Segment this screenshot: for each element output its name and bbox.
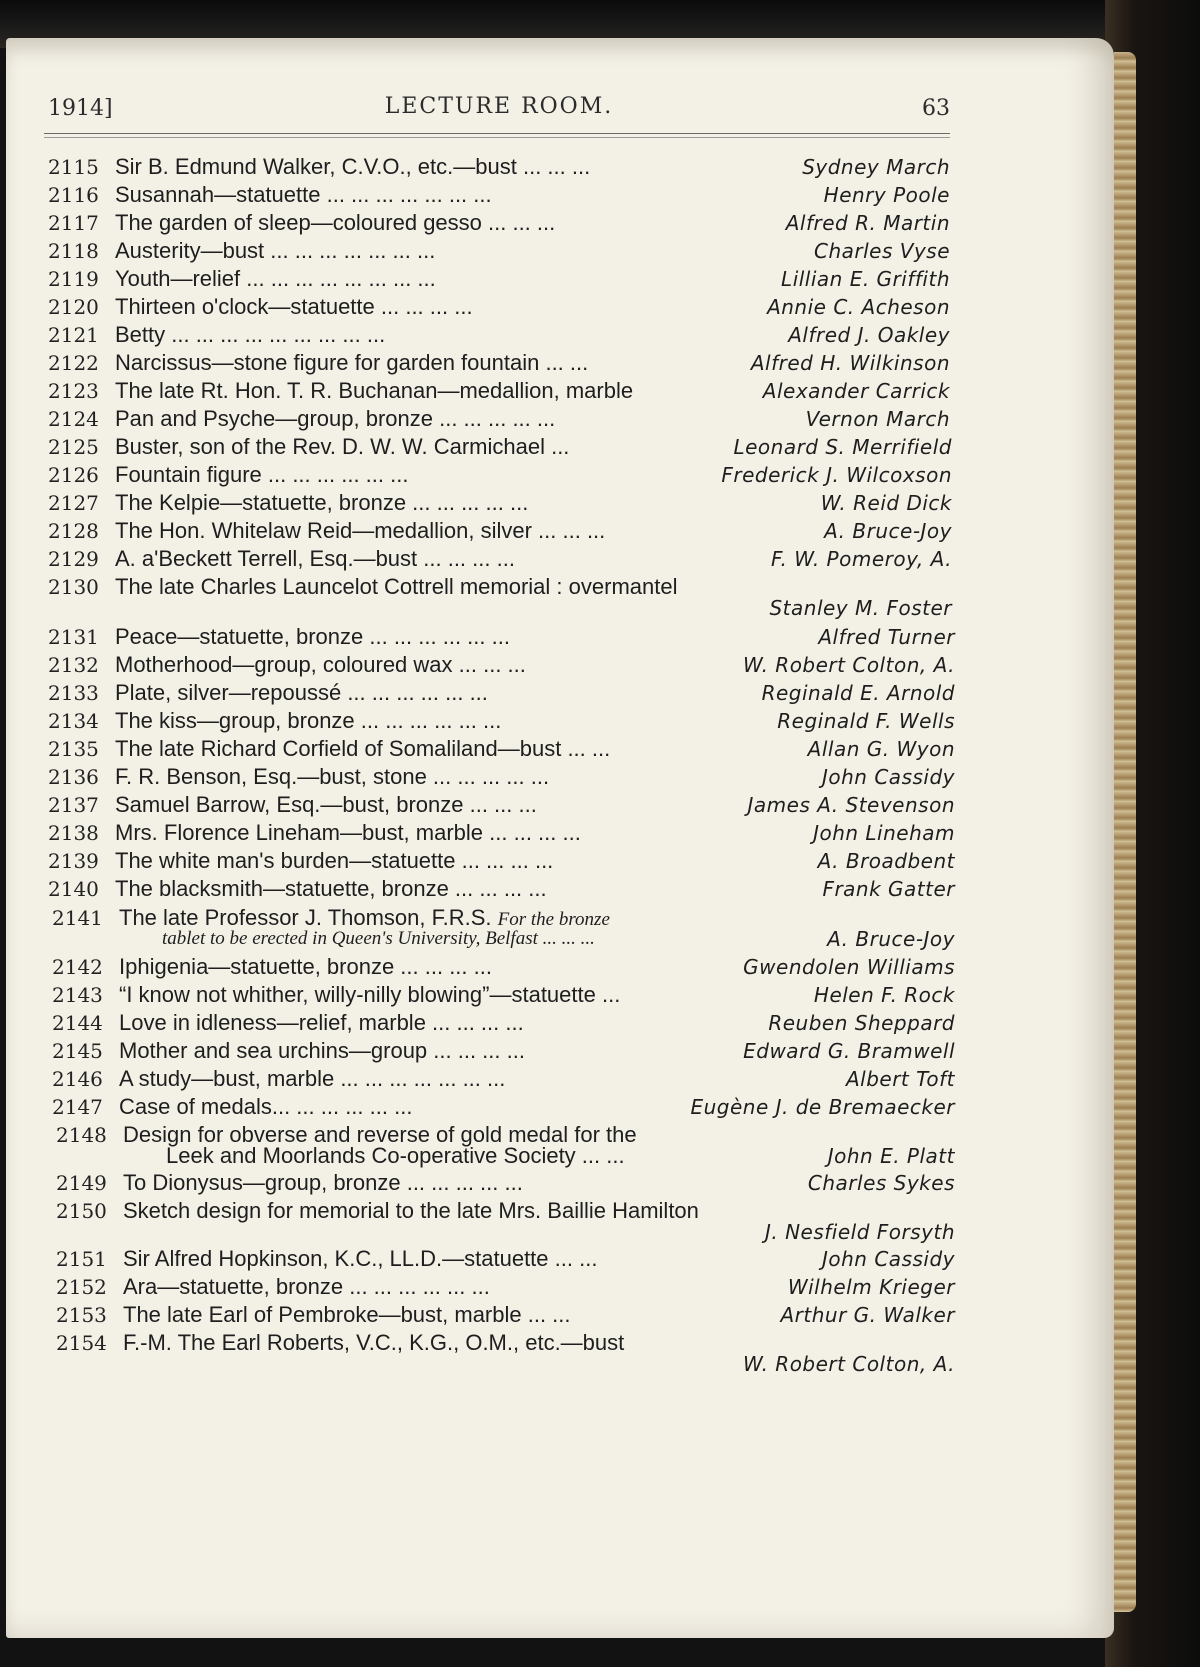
entry-title xyxy=(119,952,492,982)
entry-title xyxy=(115,678,488,708)
entry-title xyxy=(115,488,528,518)
entry-title xyxy=(115,292,473,322)
entry-number: 2140 xyxy=(48,877,99,901)
entry-2118 xyxy=(48,236,950,266)
entry-title-text: “I know not whither, willy-nilly blowing”—statuette ... xyxy=(119,982,621,1007)
entry-number: 2127 xyxy=(48,491,99,515)
entry-title xyxy=(115,208,555,238)
entry-number: 2146 xyxy=(52,1067,103,1091)
entry-artist: Charles Vyse xyxy=(814,239,950,263)
entry-artist: Reginald E. Arnold xyxy=(761,681,955,705)
entry-2130 xyxy=(48,572,952,624)
entry-number: 2124 xyxy=(48,407,99,431)
entry-artist: A. Broadbent xyxy=(817,849,955,873)
entry-number: 2128 xyxy=(48,519,99,543)
entry-title xyxy=(115,180,492,210)
entry-artist: Arthur G. Walker xyxy=(780,1303,955,1327)
entry-artist: Sydney March xyxy=(802,155,950,179)
entry-2126 xyxy=(48,460,952,490)
entry-title xyxy=(115,706,501,736)
entry-2143 xyxy=(52,980,955,1010)
entry-number: 2132 xyxy=(48,653,99,677)
entry-number: 2145 xyxy=(52,1039,103,1063)
entry-artist: Alexander Carrick xyxy=(762,379,950,403)
entry-title-text: Plate, silver—repoussé ... ... ... ... ... ... xyxy=(115,680,488,705)
entry-number: 2125 xyxy=(48,435,99,459)
entry-title-text: Design for obverse and reverse of gold medal for the xyxy=(123,1122,637,1147)
entry-title xyxy=(119,1092,412,1122)
entry-artist: John Cassidy xyxy=(822,765,955,789)
entry-2154 xyxy=(56,1328,955,1380)
entry-title xyxy=(119,1036,525,1066)
entry-title xyxy=(115,320,385,350)
page-number: 63 xyxy=(922,96,950,121)
entry-title-text: Mrs. Florence Lineham—bust, marble ... ... ... ... xyxy=(115,820,581,845)
entry-artist: John Lineham xyxy=(813,821,955,845)
entry-title-text: Sir B. Edmund Walker, C.V.O., etc.—bust ... ... ... xyxy=(115,154,591,179)
entry-artist: W. Robert Colton, A. xyxy=(742,1352,955,1376)
entry-title xyxy=(115,818,581,848)
entry-title xyxy=(115,846,553,876)
entry-2140 xyxy=(48,874,955,904)
entry-number: 2152 xyxy=(56,1275,107,1299)
page-title: LECTURE ROOM. xyxy=(384,94,614,119)
entry-artist: J. Nesfield Forsyth xyxy=(764,1220,955,1244)
entry-title xyxy=(115,650,526,680)
entry-number: 2136 xyxy=(48,765,99,789)
entry-title-text: Love in idleness—relief, marble ... ... ... ... xyxy=(119,1010,524,1035)
header-year: 1914] xyxy=(48,96,113,121)
entry-number: 2142 xyxy=(52,955,103,979)
entry-artist: Gwendolen Williams xyxy=(743,955,955,979)
entry-artist: John E. Platt xyxy=(827,1144,955,1168)
entry-2125 xyxy=(48,432,952,462)
entry-2147 xyxy=(52,1092,955,1122)
entry-2122 xyxy=(48,348,950,378)
entry-title xyxy=(123,1244,597,1274)
entry-title xyxy=(115,516,605,546)
entry-title-text: Betty ... ... ... ... ... ... ... ... ... xyxy=(115,322,386,347)
entry-artist: Albert Toft xyxy=(845,1067,955,1091)
entry-title-text: To Dionysus—group, bronze ... ... ... ... ... xyxy=(123,1170,523,1195)
entry-title-text: Sir Alfred Hopkinson, K.C., LL.D.—statuette ... ... xyxy=(123,1246,598,1271)
entry-number: 2117 xyxy=(48,211,99,235)
entry-title xyxy=(115,572,677,602)
entry-artist: Reuben Sheppard xyxy=(768,1011,955,1035)
entry-number: 2144 xyxy=(52,1011,103,1035)
entry-2135 xyxy=(48,734,955,764)
entry-title xyxy=(115,544,515,574)
entry-title xyxy=(115,734,610,764)
entry-number: 2150 xyxy=(56,1199,107,1223)
entry-title-text: A study—bust, marble ... ... ... ... ... ... ... xyxy=(119,1066,506,1091)
entry-number: 2147 xyxy=(52,1095,103,1119)
entry-2115 xyxy=(48,152,950,182)
entry-title-text: The Hon. Whitelaw Reid—medallion, silver ... ... ... xyxy=(115,518,606,543)
entry-2124 xyxy=(48,404,950,434)
entry-number: 2122 xyxy=(48,351,99,375)
entry-artist: John Cassidy xyxy=(822,1247,955,1271)
entry-artist: Alfred J. Oakley xyxy=(788,323,950,347)
entry-artist: Alfred R. Martin xyxy=(785,211,950,235)
entry-title xyxy=(115,790,537,820)
entry-number: 2143 xyxy=(52,983,103,1007)
entry-number: 2130 xyxy=(48,575,99,599)
entry-title xyxy=(115,432,569,462)
entry-title xyxy=(123,1196,699,1226)
entry-title-text: Case of medals... ... ... ... ... ... xyxy=(119,1094,413,1119)
entry-title xyxy=(115,622,510,652)
entry-artist: Alfred Turner xyxy=(818,625,955,649)
entry-title-text: Motherhood—group, coloured wax ... ... ... xyxy=(115,652,526,677)
entry-number: 2138 xyxy=(48,821,99,845)
entry-number: 2154 xyxy=(56,1331,107,1355)
entry-title-text: F.-M. The Earl Roberts, V.C., K.G., O.M., etc.—bust xyxy=(123,1330,625,1355)
entry-title-continuation: tablet to be erected in Queen's University, Belfast ... ... ... xyxy=(162,928,595,949)
entry-title xyxy=(115,264,436,294)
entry-title-text: The garden of sleep—coloured gesso ... ... ... xyxy=(115,210,556,235)
entry-title-text: Austerity—bust ... ... ... ... ... ... ... xyxy=(115,238,436,263)
entry-title-text: The late Professor J. Thomson, F.R.S. xyxy=(119,905,492,930)
entry-number: 2135 xyxy=(48,737,99,761)
entry-title xyxy=(123,1328,624,1358)
entry-title xyxy=(123,1300,571,1330)
entry-title xyxy=(119,980,620,1010)
entry-title xyxy=(123,1168,523,1198)
entry-title-text: Ara—statuette, bronze ... ... ... ... ... ... xyxy=(123,1274,490,1299)
entry-2121 xyxy=(48,320,950,350)
entry-2144 xyxy=(52,1008,955,1038)
entry-title xyxy=(115,348,588,378)
entry-2146 xyxy=(52,1064,955,1094)
entry-title-text: Pan and Psyche—group, bronze ... ... ... ... ... xyxy=(115,406,556,431)
entry-2151 xyxy=(56,1244,955,1274)
entry-title-text: Peace—statuette, bronze ... ... ... ... ... ... xyxy=(115,624,510,649)
entry-2150 xyxy=(56,1196,955,1248)
entry-number: 2129 xyxy=(48,547,99,571)
entry-2149 xyxy=(56,1168,955,1198)
entry-title xyxy=(119,1064,505,1094)
entry-2132 xyxy=(48,650,955,680)
entry-number: 2137 xyxy=(48,793,99,817)
entry-title xyxy=(115,376,633,406)
entry-artist: Alfred H. Wilkinson xyxy=(750,351,950,375)
entry-number: 2141 xyxy=(52,906,103,930)
entry-title xyxy=(115,874,547,904)
entry-artist: Annie C. Acheson xyxy=(767,295,950,319)
entry-artist: Allan G. Wyon xyxy=(807,737,955,761)
entry-2120 xyxy=(48,292,950,322)
entry-title xyxy=(115,152,590,182)
entry-title-note: For the bronze xyxy=(497,909,610,930)
entry-title-text: The late Charles Launcelot Cottrell memorial : overmantel xyxy=(115,574,678,599)
entry-title-text: F. R. Benson, Esq.—bust, stone ... ... ... ... ... xyxy=(115,764,550,789)
entry-artist: Leonard S. Merrifield xyxy=(733,435,952,459)
entry-number: 2118 xyxy=(48,239,99,263)
entry-number: 2120 xyxy=(48,295,99,319)
entry-2153 xyxy=(56,1300,955,1330)
entry-artist: Henry Poole xyxy=(823,183,950,207)
entry-number: 2139 xyxy=(48,849,99,873)
entry-title-text: Susannah—statuette ... ... ... ... ... ... ... xyxy=(115,182,492,207)
entry-title-text: Mother and sea urchins—group ... ... ... ... xyxy=(119,1038,525,1063)
entry-2145 xyxy=(52,1036,955,1066)
entry-2136 xyxy=(48,762,955,792)
entry-number: 2153 xyxy=(56,1303,107,1327)
entry-2117 xyxy=(48,208,950,238)
entry-number: 2116 xyxy=(48,183,99,207)
entry-number: 2148 xyxy=(56,1123,107,1147)
entry-artist: Frederick J. Wilcoxson xyxy=(721,463,952,487)
entry-title-text: The blacksmith—statuette, bronze ... ... ... ... xyxy=(115,876,547,901)
entry-artist: Lillian E. Griffith xyxy=(781,267,950,291)
entry-title-text: A. a'Beckett Terrell, Esq.—bust ... ... ... ... xyxy=(115,546,515,571)
entry-title-text: The late Rt. Hon. T. R. Buchanan—medallion, marble xyxy=(115,378,634,403)
entry-title-text: The Kelpie—statuette, bronze ... ... ... ... ... xyxy=(115,490,529,515)
entry-title-text: Buster, son of the Rev. D. W. W. Carmichael ... xyxy=(115,434,570,459)
entry-2123 xyxy=(48,376,950,406)
entry-title xyxy=(119,1008,524,1038)
entry-title-text: Fountain figure ... ... ... ... ... ... xyxy=(115,462,409,487)
entry-title xyxy=(123,1272,490,1302)
entry-number: 2131 xyxy=(48,625,99,649)
entry-2152 xyxy=(56,1272,955,1302)
entry-artist: Eugène J. de Bremaecker xyxy=(690,1095,955,1119)
entry-2131 xyxy=(48,622,955,652)
entry-2139 xyxy=(48,846,955,876)
entry-number: 2126 xyxy=(48,463,99,487)
entry-number: 2151 xyxy=(56,1247,107,1271)
entry-2138 xyxy=(48,818,955,848)
entry-title-text: The late Earl of Pembroke—bust, marble ... ... xyxy=(123,1302,571,1327)
entry-artist: W. Robert Colton, A. xyxy=(742,653,955,677)
entry-title-continuation: Leek and Moorlands Co-operative Society ... ... xyxy=(166,1143,625,1168)
entry-2116 xyxy=(48,180,950,210)
entry-2148 xyxy=(56,1120,955,1172)
entry-2133 xyxy=(48,678,955,708)
entry-artist: James A. Stevenson xyxy=(747,793,955,817)
entry-artist: A. Bruce-Joy xyxy=(824,519,952,543)
entry-2137 xyxy=(48,790,955,820)
entry-title-text: Thirteen o'clock—statuette ... ... ... ... xyxy=(115,294,473,319)
entry-artist: Helen F. Rock xyxy=(813,983,955,1007)
entry-artist: Edward G. Bramwell xyxy=(743,1039,955,1063)
entry-number: 2149 xyxy=(56,1171,107,1195)
entry-artist: F. W. Pomeroy, A. xyxy=(771,547,952,571)
entry-2134 xyxy=(48,706,955,736)
entry-title-text: Sketch design for memorial to the late Mrs. Baillie Hamilton xyxy=(123,1198,699,1223)
entry-title-text: The late Richard Corfield of Somaliland—bust ... ... xyxy=(115,736,611,761)
entry-title-text: The kiss—group, bronze ... ... ... ... ... ... xyxy=(115,708,502,733)
entry-2141 xyxy=(52,903,955,955)
entry-artist: Stanley M. Foster xyxy=(769,596,952,620)
entry-2119 xyxy=(48,264,950,294)
entry-number: 2115 xyxy=(48,155,99,179)
entry-artist: Vernon March xyxy=(805,407,950,431)
entry-artist: Charles Sykes xyxy=(807,1171,955,1195)
entry-artist: W. Reid Dick xyxy=(820,491,952,515)
entry-title-text: Youth—relief ... ... ... ... ... ... ... ... xyxy=(115,266,436,291)
entry-title xyxy=(115,404,555,434)
entry-title-text: The white man's burden—statuette ... ... ... ... xyxy=(115,848,554,873)
entry-artist: Wilhelm Krieger xyxy=(787,1275,955,1299)
entry-title-text: Iphigenia—statuette, bronze ... ... ... ... xyxy=(119,954,492,979)
entry-artist: Reginald F. Wells xyxy=(777,709,955,733)
entry-title xyxy=(115,236,435,266)
entry-number: 2119 xyxy=(48,267,99,291)
entry-title xyxy=(115,460,408,490)
entry-number: 2133 xyxy=(48,681,99,705)
entry-title xyxy=(115,762,549,792)
entry-2128 xyxy=(48,516,952,546)
entry-artist: A. Bruce-Joy xyxy=(827,927,955,951)
entry-title-text: Samuel Barrow, Esq.—bust, bronze ... ... ... xyxy=(115,792,537,817)
entry-artist: Frank Gatter xyxy=(822,877,955,901)
entry-2142 xyxy=(52,952,955,982)
entry-2129 xyxy=(48,544,952,574)
entry-title-text: Narcissus—stone figure for garden fountain ... ... xyxy=(115,350,589,375)
entry-2127 xyxy=(48,488,952,518)
entry-number: 2123 xyxy=(48,379,99,403)
entry-number: 2121 xyxy=(48,323,99,347)
entry-number: 2134 xyxy=(48,709,99,733)
